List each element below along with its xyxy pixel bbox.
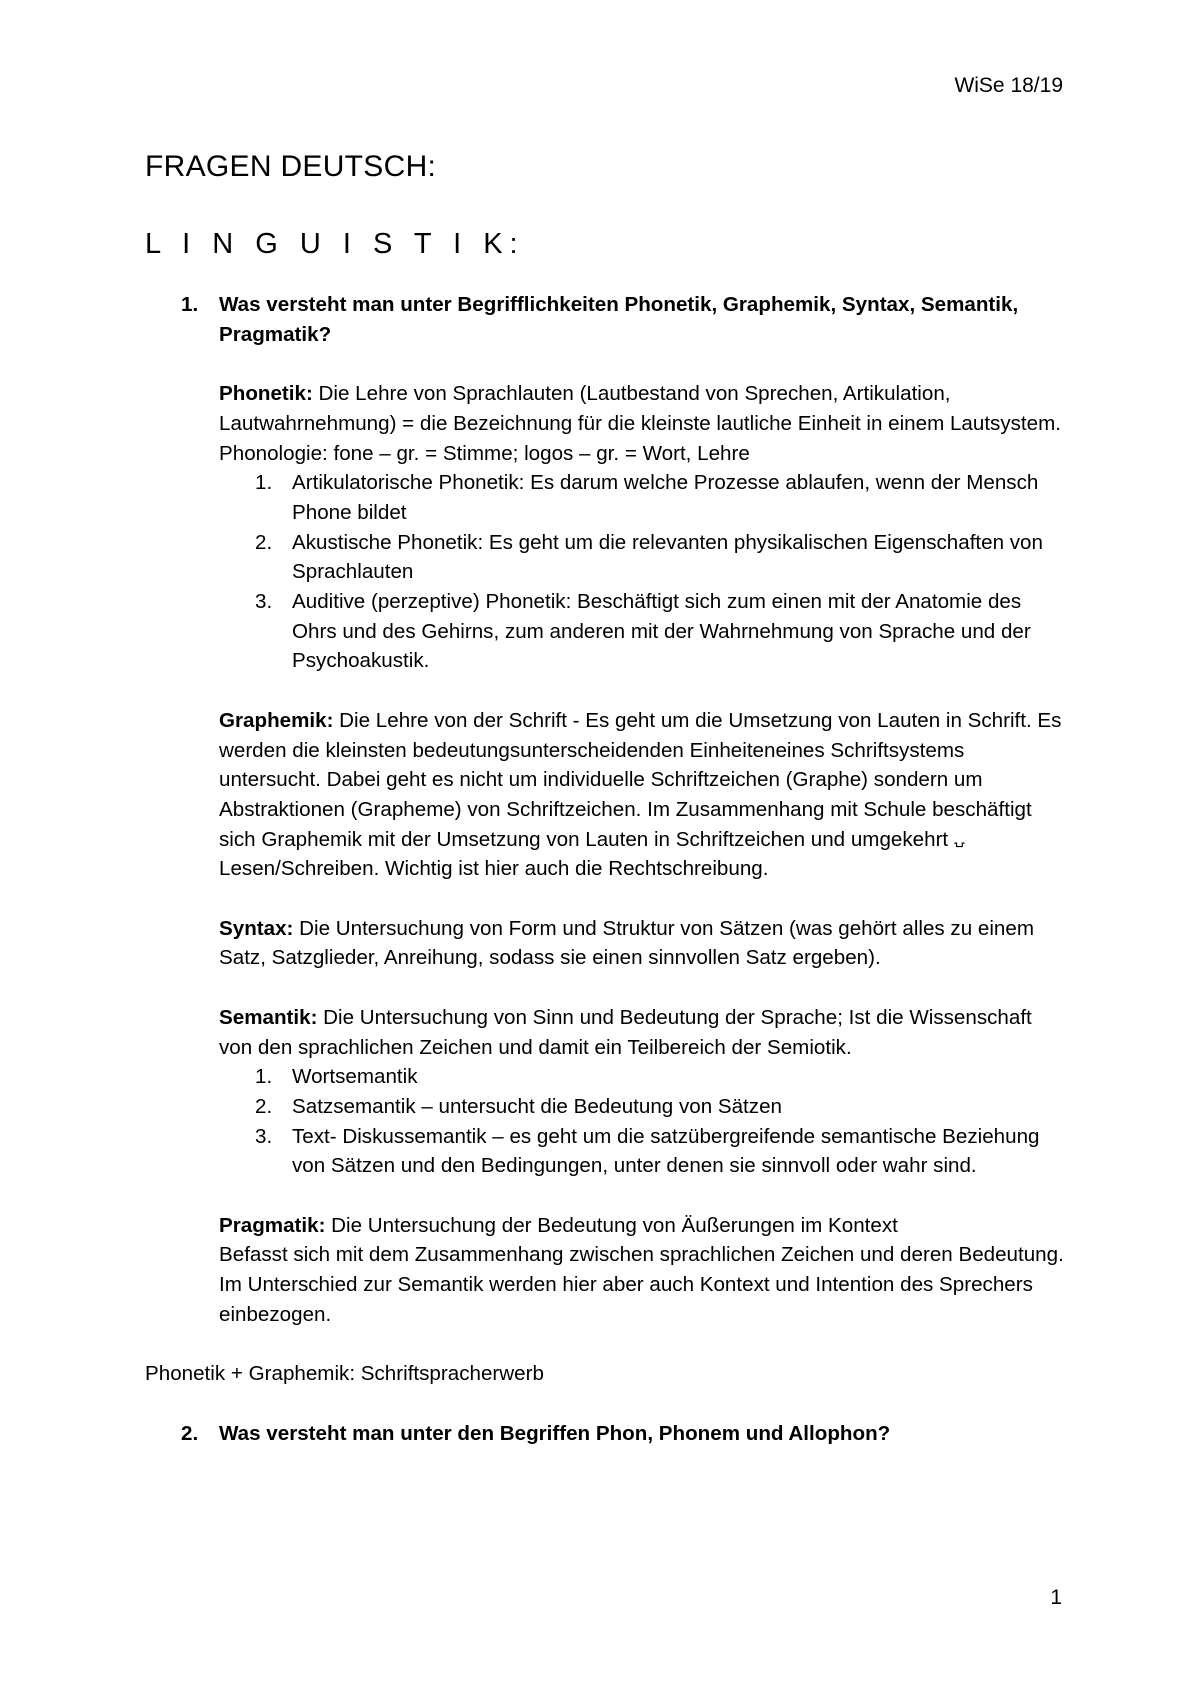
- list-item-text: Artikulatorische Phonetik: Es darum welche Prozesse ablaufen, wenn der Mensch Phone bildet: [292, 471, 1039, 524]
- graphemik-text: Die Lehre von der Schrift - Es geht um die Umsetzung von Lauten in Schrift. Es werden die kleinsten bedeutungsunterscheidenden Einheiteneines Schriftsystems untersucht. Dabei geht es nicht um individuelle Schriftzeichen (Graphe) sondern um Abstraktionen (Grapheme) von Schriftzeichen. Im Zusammenhang mit Schule beschäftigt sich Graphemik mit der Umsetzung von Lauten in Schriftzeichen und umgekehrt: [219, 708, 1062, 851]
- phonetik-paragraph: [145, 379, 1065, 438]
- question-1-text: Was versteht man unter Begrifflichkeiten Phonetik, Graphemik, Syntax, Semantik, Pragmatik?: [219, 293, 1019, 346]
- semantik-list: [219, 1062, 1065, 1181]
- phonologie-line: Phonologie: fone – gr. = Stimme; logos – gr. = Wort, Lehre: [219, 441, 750, 465]
- list-item-number: 3.: [255, 590, 273, 614]
- question-2-text: Was versteht man unter den Begriffen Phon, Phonem und Allophon?: [219, 1421, 891, 1445]
- list-item: [219, 1122, 1065, 1181]
- pragmatik-paragraph: [145, 1211, 1065, 1241]
- section-heading: L I N G U I S T I K:: [145, 228, 525, 260]
- pragmatik-description: Befasst sich mit dem Zusammenhang zwischen sprachlichen Zeichen und deren Bedeutung. Im Unterschied zur Semantik werden hier aber auch Kontext und Intention des Sprechers einbezogen.: [219, 1243, 1064, 1326]
- list-item: [219, 587, 1065, 676]
- syntax-text: Die Untersuchung von Form und Struktur von Sätzen (was gehört alles zu einem Satz, Satzglieder, Anreihung, sodass sie einen sinnvollen Satz ergeben).: [219, 916, 1034, 970]
- graphemik-text-end: Lesen/Schreiben. Wichtig ist hier auch die Rechtschreibung.: [219, 857, 769, 881]
- question-2: [145, 1419, 1065, 1449]
- list-item-number: 2.: [255, 530, 273, 554]
- list-item-text: Satzsemantik – untersucht die Bedeutung von Sätzen: [292, 1094, 782, 1118]
- list-item: [219, 1062, 1065, 1092]
- pragmatik-label: Pragmatik:: [219, 1213, 326, 1237]
- list-item-number: 1.: [255, 1065, 273, 1089]
- semantik-paragraph: [145, 1003, 1065, 1062]
- semantik-label: Semantik:: [219, 1005, 318, 1029]
- list-item-number: 3.: [255, 1124, 273, 1148]
- semester-header: WiSe 18/19: [954, 74, 1063, 97]
- list-item-text: Wortsemantik: [292, 1065, 418, 1089]
- syntax-label: Syntax:: [219, 916, 294, 940]
- list-item-number: 2.: [255, 1094, 273, 1118]
- list-item: [219, 528, 1065, 587]
- graphemik-label: Graphemik:: [219, 708, 334, 732]
- list-item-text: Auditive (perzeptive) Phonetik: Beschäftigt sich zum einen mit der Anatomie des Ohrs und des Gehirns, zum anderen mit der Wahrnehmung von Sprache und der Psychoakustik.: [292, 590, 1031, 673]
- pragmatik-text: Die Untersuchung der Bedeutung von Äußerungen im Kontext: [325, 1213, 898, 1237]
- arrow-icon: ⍽: [954, 830, 965, 847]
- phonetik-list: [219, 468, 1065, 676]
- summary-line: Phonetik + Graphemik: Schriftspracherwerb: [145, 1362, 544, 1386]
- question-1: [145, 290, 1065, 349]
- page-number: 1: [1050, 1586, 1062, 1609]
- semantik-text: Die Untersuchung von Sinn und Bedeutung der Sprache; Ist die Wissenschaft von den sprachlichen Zeichen und damit ein Teilbereich der Semiotik.: [219, 1005, 1032, 1059]
- syntax-paragraph: [145, 914, 1065, 973]
- list-item-text: Text- Diskussemantik – es geht um die satzübergreifende semantische Beziehung von Sätzen und den Bedingungen, unter denen sie sinnvoll oder wahr sind.: [292, 1124, 1040, 1178]
- graphemik-paragraph: [145, 706, 1065, 884]
- list-item: [219, 1092, 1065, 1122]
- list-item-text: Akustische Phonetik: Es geht um die relevanten physikalischen Eigenschaften von Sprachlauten: [292, 530, 1043, 584]
- question-1-number: 1.: [181, 293, 199, 316]
- phonetik-label: Phonetik:: [219, 382, 313, 406]
- page-title: FRAGEN DEUTSCH:: [145, 150, 437, 183]
- question-2-number: 2.: [181, 1421, 199, 1445]
- document-body: [145, 290, 1065, 1448]
- phonetik-text: Die Lehre von Sprachlauten (Lautbestand von Sprechen, Artikulation, Lautwahrnehmung) = die Bezeichnung für die kleinste lautliche Einheit in einem Lautsystem.: [219, 382, 1061, 435]
- list-item-number: 1.: [255, 471, 273, 495]
- list-item: [219, 468, 1065, 527]
